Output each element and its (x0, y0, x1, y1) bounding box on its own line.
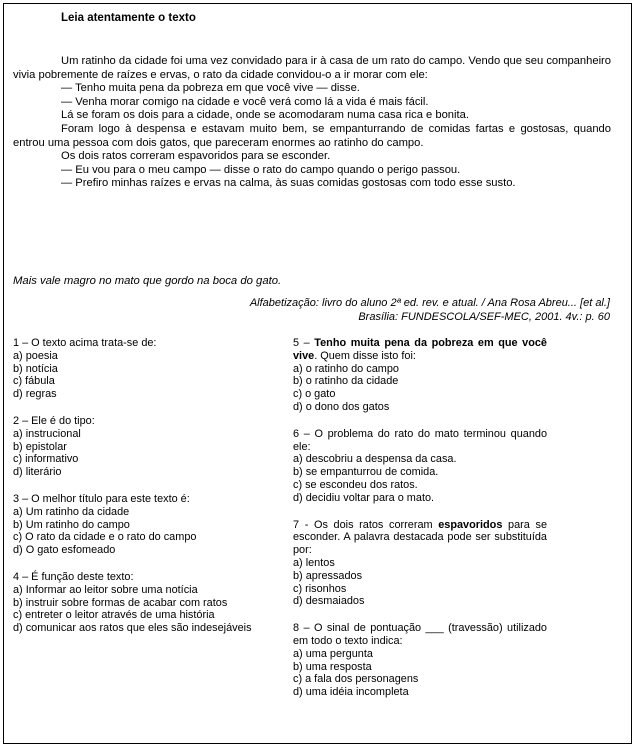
answer-option: c) se escondeu dos ratos. (293, 478, 418, 491)
reference-line: Brasília: FUNDESCOLA/SEF-MEC, 2001. 4v.: p. 60 (358, 310, 610, 323)
answer-option: d) uma idéia incompleta (293, 686, 409, 699)
answer-option: c) fábula (13, 375, 55, 388)
answer-option: a) instrucional (13, 427, 81, 440)
story-moral: Mais vale magro no mato que gordo na boca do gato. (13, 275, 282, 287)
answer-option: a) Um ratinho da cidade (13, 505, 130, 518)
question-stem (293, 519, 547, 557)
answer-option: d) decidiu voltar para o mato. (293, 491, 435, 504)
story-paragraph: — Prefiro minhas raízes e ervas na calma, às suas comidas gostosas com todo esse susto. (61, 177, 516, 190)
worksheet-title: Leia atentamente o texto (61, 12, 196, 24)
question-1 (13, 337, 260, 401)
answer-option: a) poesia (13, 349, 58, 362)
answer-option: b) Um ratinho do campo (13, 518, 130, 531)
answer-option: d) comunicar aos ratos que eles são indesejáveis (13, 622, 252, 635)
questions-right-column (293, 337, 547, 713)
story-paragraph: Os dois ratos correram espavoridos para se esconder. (61, 150, 331, 163)
question-8 (293, 622, 547, 699)
story-dialogue: — Venha morar comigo na cidade e você verá como lá a vida é mais fácil. (61, 95, 429, 108)
question-stem: 1 – O texto acima trata-se de: (13, 337, 157, 349)
answer-option: b) apressados (293, 569, 363, 582)
question-2 (13, 415, 260, 479)
question-stem: 6 – O problema do rato do mato terminou quando ele: (293, 427, 547, 453)
answer-option: d) O gato esfomeado (13, 544, 116, 557)
quoted-phrase: Tenho muita pena da pobreza em que você vive (293, 337, 547, 362)
question-number: 5 – (293, 337, 315, 349)
question-text: 7 - Os dois ratos correram (293, 518, 439, 531)
questions-left-column (13, 337, 260, 649)
worksheet (3, 3, 632, 744)
answer-option: b) notícia (13, 362, 58, 375)
answer-option: c) entreter o leitor através de uma história (13, 609, 215, 622)
question-stem (293, 337, 547, 363)
answer-option: b) instruir sobre formas de acabar com ratos (13, 596, 228, 609)
answer-option: c) risonhos (293, 582, 347, 595)
story-dialogue: — Tenho muita pena da pobreza em que você vive — disse. (61, 82, 360, 95)
story-paragraph: — Eu vou para o meu campo — disse o rato do campo quando o perigo passou. (61, 163, 461, 176)
source-reference (250, 297, 610, 324)
question-5 (293, 337, 547, 414)
answer-option: c) informativo (13, 453, 79, 466)
answer-option: a) lentos (293, 556, 335, 569)
answer-option: d) o dono dos gatos (293, 400, 390, 413)
question-text: para se esconder. A palavra destacada pode ser substituída por: (293, 518, 547, 557)
question-7 (293, 519, 547, 609)
question-stem: 8 – O sinal de pontuação ___ (travessão) utilizado em todo o texto indica: (293, 622, 547, 647)
answer-option: a) uma pergunta (293, 647, 373, 660)
answer-option: c) a fala dos personagens (293, 673, 419, 686)
question-4 (13, 571, 260, 635)
answer-option: a) descobriu a despensa da casa. (293, 453, 457, 466)
reference-line: Alfabetização: livro do aluno 2ª ed. rev. e atual. / Ana Rosa Abreu... [et al.] (249, 297, 610, 309)
question-3 (13, 493, 260, 557)
question-stem: 3 – O melhor título para este texto é: (13, 492, 190, 505)
answer-option: b) epistolar (13, 440, 67, 453)
answer-option: a) Informar ao leitor sobre uma notícia (13, 583, 198, 596)
answer-option: c) O rato da cidade e o rato do campo (13, 531, 197, 544)
story-paragraph: Foram logo à despensa e estavam muito bem, se empanturrando de comidas fartas e gostosas, quando entrou uma pessoa com dois gatos, que pareceram enormes ao ratinho do campo. (13, 122, 611, 149)
story-paragraph: Lá se foram os dois para a cidade, onde se acomodaram numa casa rica e bonita. (61, 109, 469, 122)
answer-option: b) o ratinho da cidade (293, 375, 399, 388)
question-text: . Quem disse isto foi: (314, 349, 416, 362)
answer-option: b) se empanturrou de comida. (293, 466, 439, 479)
answer-option: c) o gato (293, 388, 336, 401)
answer-option: b) uma resposta (293, 660, 372, 673)
answer-option: a) o ratinho do campo (293, 362, 399, 375)
question-stem: 2 – Ele é do tipo: (13, 414, 95, 427)
answer-option: d) desmaiados (293, 595, 365, 608)
question-stem: 4 – É função deste texto: (13, 570, 134, 583)
answer-option: d) regras (13, 388, 57, 401)
answer-option: d) literário (13, 466, 62, 479)
highlighted-word: espavoridos (438, 518, 503, 531)
story-text (13, 55, 611, 191)
question-6 (293, 428, 547, 505)
story-paragraph: Um ratinho da cidade foi uma vez convidado para ir à casa de um rato do campo. Vendo que seu companheiro vivia pobremente de raízes e ervas, o rato da cidade convidou-o a ir morar com ele: (13, 55, 611, 81)
